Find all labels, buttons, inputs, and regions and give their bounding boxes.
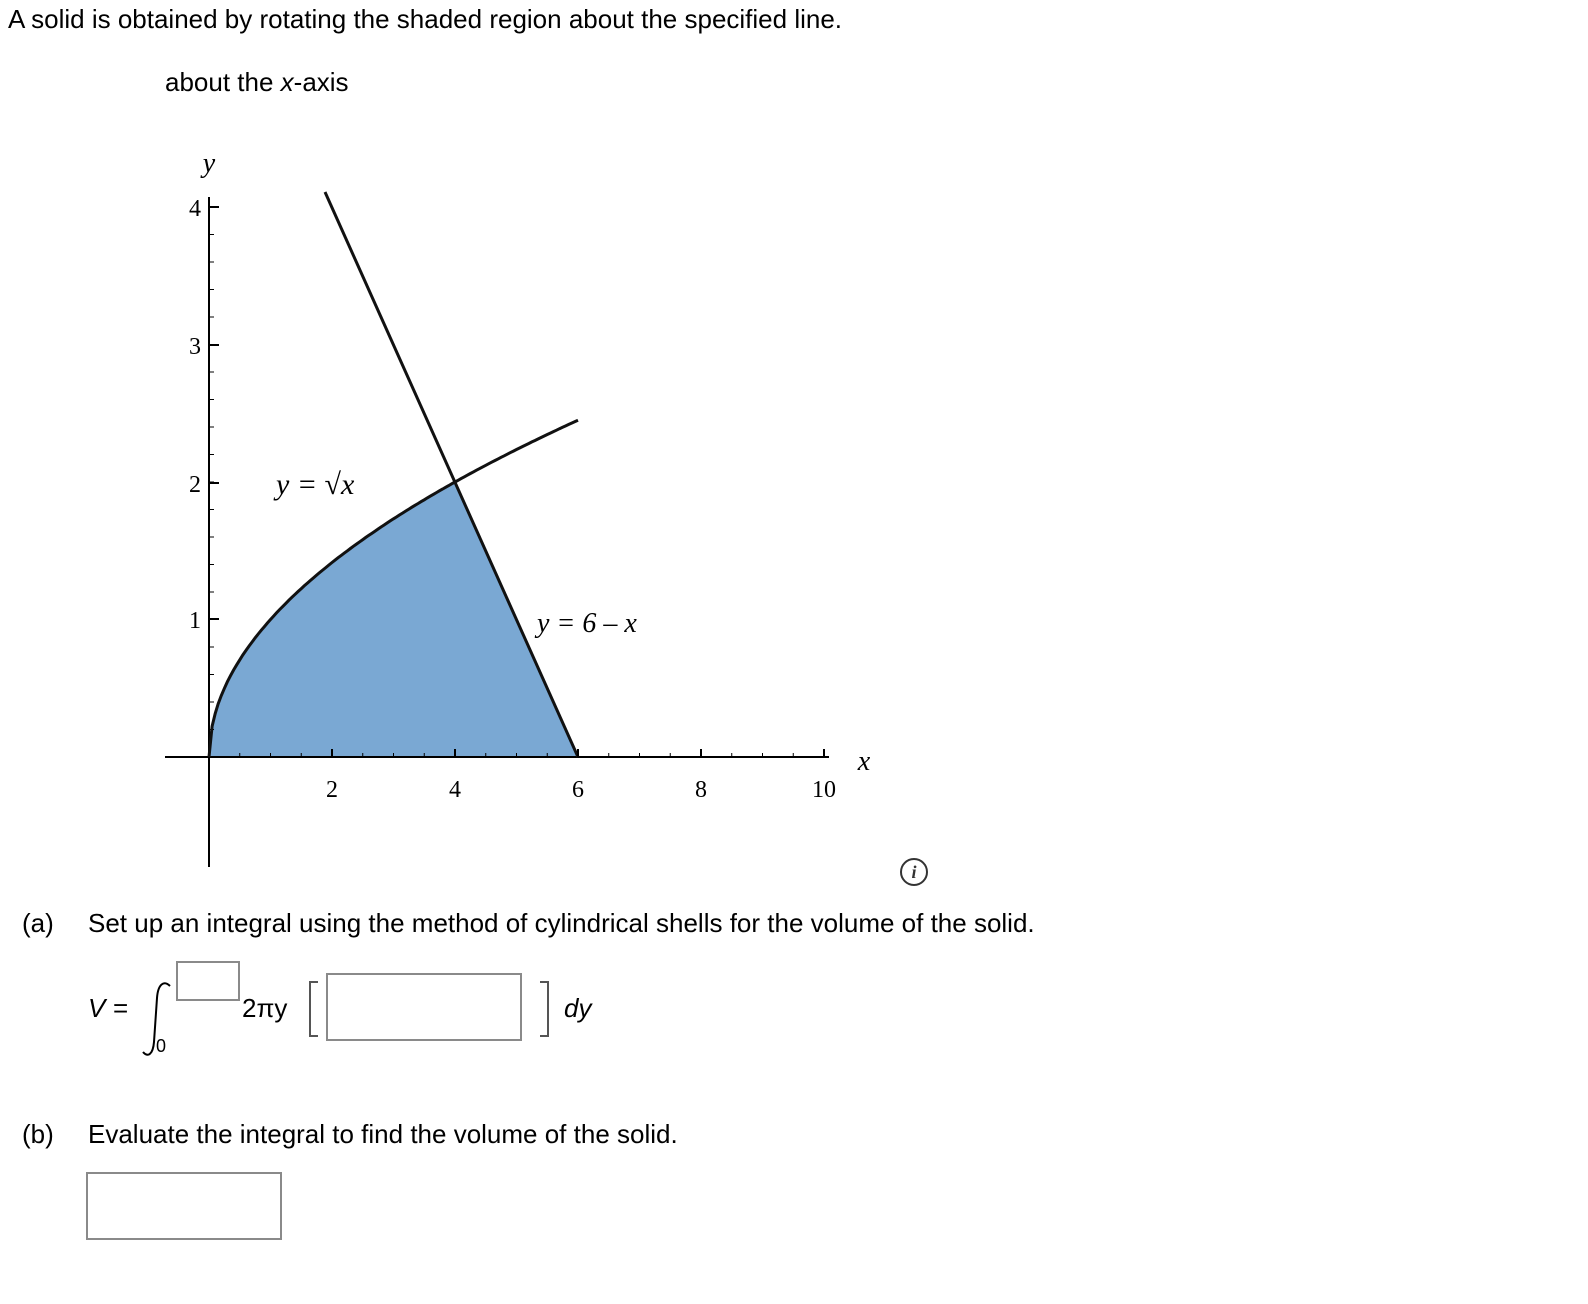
x-tick-label: 2 bbox=[326, 777, 338, 803]
axis-prefix: about the bbox=[165, 67, 281, 97]
y-axis-label: y bbox=[202, 148, 216, 179]
part-a-label: (a) bbox=[22, 908, 54, 938]
region-graph bbox=[0, 0, 1000, 900]
part-a-question bbox=[22, 908, 1035, 939]
part-b-question bbox=[22, 1119, 678, 1150]
y-tick-label: 4 bbox=[189, 196, 201, 222]
shaded-region bbox=[209, 482, 578, 757]
curve1-label: y = √x bbox=[276, 468, 355, 501]
part-a-text: Set up an integral using the method of cylindrical shells for the volume of the solid. bbox=[88, 908, 1035, 938]
upper-limit-input[interactable] bbox=[176, 961, 240, 1001]
right-bracket-icon bbox=[536, 980, 554, 1038]
axis-suffix: -axis bbox=[293, 67, 349, 97]
y-tick-label: 2 bbox=[189, 472, 201, 498]
integrand-input[interactable] bbox=[326, 973, 522, 1041]
left-bracket-icon bbox=[306, 980, 324, 1038]
x-tick-label: 4 bbox=[449, 777, 461, 803]
y-tick-label: 1 bbox=[189, 608, 201, 634]
axis-variable: x bbox=[280, 67, 294, 97]
v-equals-label: V = bbox=[88, 993, 128, 1023]
volume-answer-input[interactable] bbox=[86, 1172, 282, 1240]
curve2-label: y = 6 – x bbox=[537, 608, 637, 639]
x-axis-label: x bbox=[857, 746, 871, 777]
lower-limit: 0 bbox=[156, 1036, 167, 1056]
x-tick-label: 8 bbox=[695, 777, 707, 803]
part-b-label: (b) bbox=[22, 1119, 54, 1149]
info-icon[interactable]: i bbox=[900, 858, 928, 886]
x-tick-label: 10 bbox=[812, 777, 836, 803]
part-b-text: Evaluate the integral to find the volume of the solid. bbox=[88, 1119, 678, 1149]
differential-dy: dy bbox=[564, 993, 592, 1023]
y-tick-label: 3 bbox=[189, 334, 201, 360]
factor-2piy: 2πy bbox=[242, 993, 288, 1023]
x-tick-label: 6 bbox=[572, 777, 584, 803]
problem-prompt: A solid is obtained by rotating the shaded region about the specified line. bbox=[8, 4, 843, 34]
